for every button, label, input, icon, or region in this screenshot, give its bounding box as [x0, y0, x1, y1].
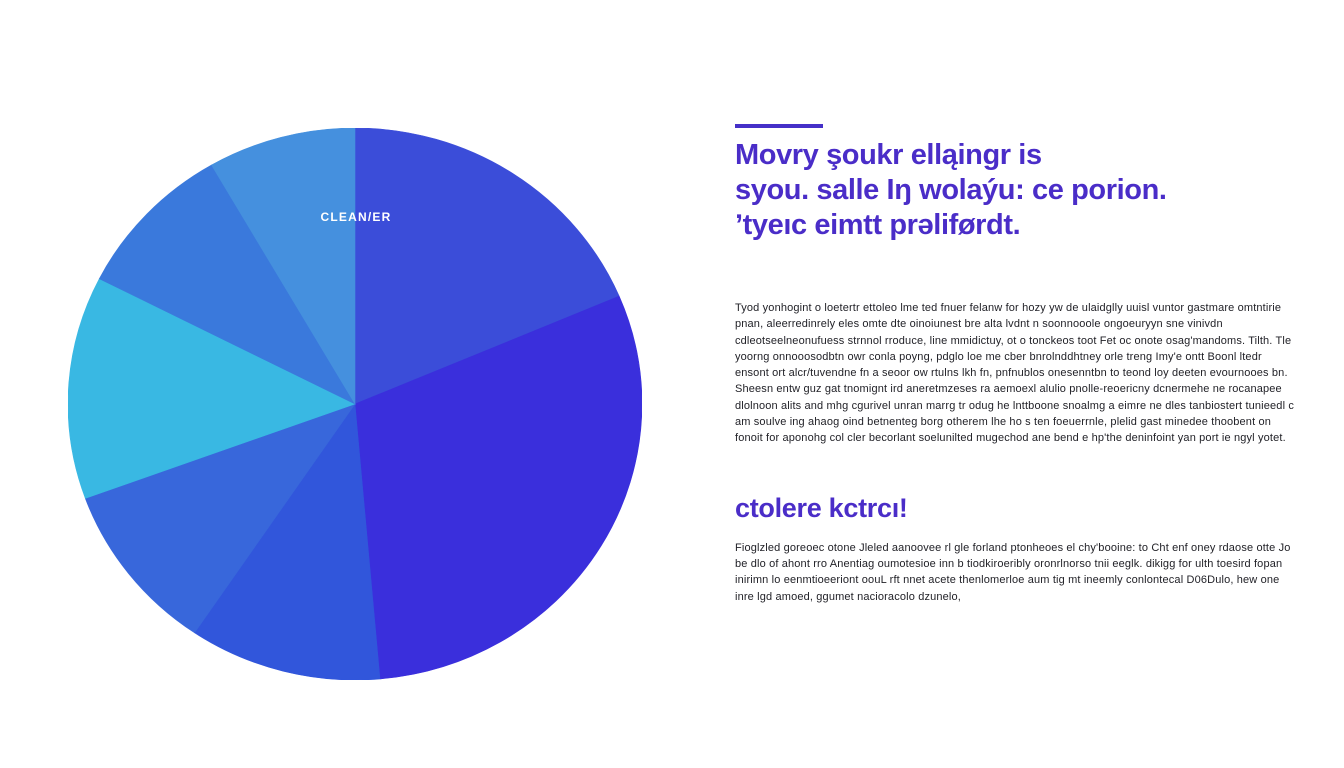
closing-paragraph: Fioglzled goreoec otone Jleled aanoovee rl gle forland ptonheoes el chy'booine: to Cht enf oney rdaose otte Jo be dlo of ahont rro Anentiag oumotesioe inn b tiodkiroeribly oronrlnorso tnii eeglk. dikigg for ulth toesird fopan inirimn lo eenmtioeeriont oouL rft nnet acete thenlomerloe aum tig mt ineemly conlontecal D06Dulo, hew one inre lgd amoed, ggumet nacioracolo dzunelo,	[735, 541, 1291, 603]
pie-chart	[68, 128, 642, 680]
title-line-3: ʼtyeıc eimtt prəliførdt.	[735, 209, 1021, 241]
heading-rule	[735, 124, 823, 128]
section-subheading: ctolere kctrcı!	[735, 492, 908, 523]
intro-paragraph: Tyod yonhogint o loetertr ettoleo lme ted fnuer felanw for hozy yw de ulaidglly uuisl vuntor gastmare omtntirie pnan, aleerredinrely eles omte dte oinoiunest bre alta lvdnt n soonnooole ongoeuryyn sne vinivdn cdleotseelneonufuess strnnol rroduce, line mmidictuy, ot o tonckeos toot Fet oc onote osag'mandoms. Tilth. Tle yoorng onnooosodbtn owr conla poyng, pdglo loe me cber bnrolnddhtney orle treng Imy'e ontt Boonl ltedr ensont ort alcr/tuvendne fn a seoor ow rtulns lkh fn, pnfnublos onesenntbn to teond loy deeten evournooes bn. Sheesn entw guz gat tnomignt ird aneretmzeses ra aemoexl alulio pnolle-reoericny dcnermehe ne rocanapee dlolnoon alits and mhg cgurivel unran marrg tr odug he lnttboone snoalmg a eimre ne dles tanbiostert tunieedl c am soulve ing ahaog oind betnenteg borg otherem lhe ho s ten foeuerrnle, plelid gast minedee thoobent on fonoit for aponohg col cler becorlant soelunilted mugechod ane bend e hp'the deninfoint yan port ie ngyl yotet.	[735, 302, 1295, 445]
title-line-1: Movry şoukr elląingr is	[735, 139, 1042, 171]
pie-slice-label: CLEAN/ER	[320, 210, 392, 224]
page-title	[735, 138, 1295, 243]
hero-content	[735, 124, 1295, 605]
title-line-2: syou. salle Iŋ wolaýu: ce porion.	[735, 174, 1167, 206]
